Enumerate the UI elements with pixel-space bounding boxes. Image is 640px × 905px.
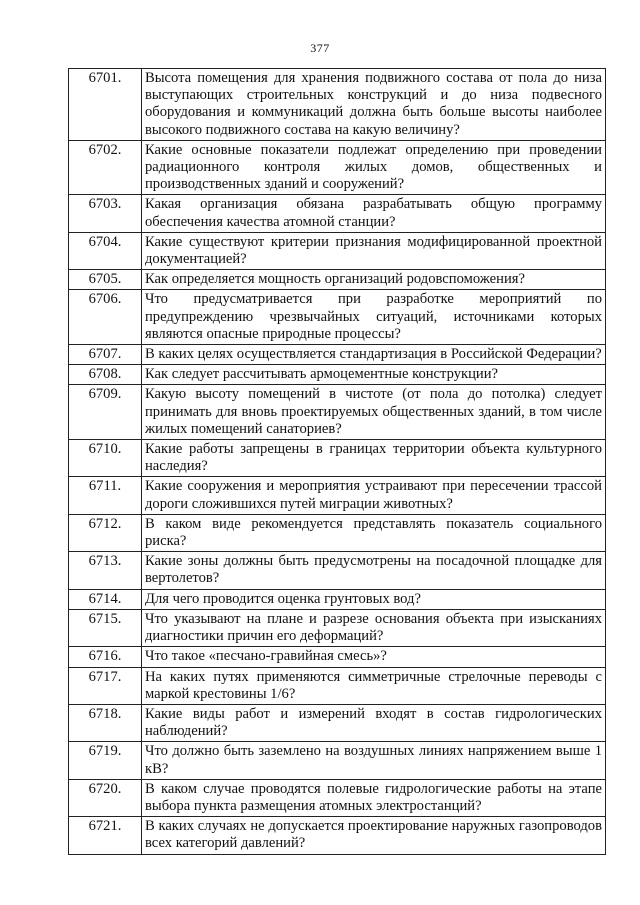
question-text: На каких путях применяются симметричные стрелочные переводы с маркой крестовины 1/6?: [142, 667, 606, 704]
table-row: [69, 290, 606, 345]
table-row: [69, 704, 606, 741]
question-number: 6701.: [69, 69, 142, 141]
question-text: Какая организация обязана разрабатывать общую программу обеспечения качества атомной станции?: [142, 195, 606, 232]
question-text: Какую высоту помещений в чистоте (от пола до потолка) следует принимать для вновь проектируемых общественных зданий, в том числе жилых помещений санаториев?: [142, 385, 606, 440]
question-text: Что указывают на плане и разрезе основания объекта при изысканиях диагностики причин его деформаций?: [142, 609, 606, 646]
table-row: [69, 817, 606, 854]
question-text: В каких случаях не допускается проектирование наружных газопроводов всех категорий давлений?: [142, 817, 606, 854]
table-row: [69, 195, 606, 232]
table-row: [69, 345, 606, 365]
question-number: 6721.: [69, 817, 142, 854]
page-number: 377: [310, 41, 330, 55]
table-row: [69, 667, 606, 704]
table-row: [69, 779, 606, 816]
table-row: [69, 552, 606, 589]
question-text: Какие существуют критерии признания модифицированной проектной документацией?: [142, 232, 606, 269]
table-row: [69, 365, 606, 385]
question-number: 6718.: [69, 704, 142, 741]
question-text: Какие основные показатели подлежат определению при проведении радиационного контроля жилых домов, общественных и производственных зданий и сооружений?: [142, 140, 606, 195]
question-number: 6715.: [69, 609, 142, 646]
table-row: [69, 140, 606, 195]
question-text: Что предусматривается при разработке мероприятий по предупреждению чрезвычайных ситуаций, источниками которых являются опасные природные процессы?: [142, 290, 606, 345]
question-number: 6714.: [69, 589, 142, 609]
question-text: Что такое «песчано-гравийная смесь»?: [142, 647, 606, 667]
table-row: [69, 742, 606, 779]
question-number: 6713.: [69, 552, 142, 589]
question-text: Как следует рассчитывать армоцементные конструкции?: [142, 365, 606, 385]
question-text: В каком виде рекомендуется представлять показатель социального риска?: [142, 514, 606, 551]
question-number: 6704.: [69, 232, 142, 269]
table-row: [69, 69, 606, 141]
table-row: [69, 514, 606, 551]
question-number: 6709.: [69, 385, 142, 440]
question-number: 6719.: [69, 742, 142, 779]
table-row: [69, 647, 606, 667]
question-number: 6706.: [69, 290, 142, 345]
question-number: 6707.: [69, 345, 142, 365]
question-text: Какие зоны должны быть предусмотрены на посадочной площадке для вертолетов?: [142, 552, 606, 589]
question-text: В каком случае проводятся полевые гидрологические работы на этапе выбора пункта размещения атомных электростанций?: [142, 779, 606, 816]
question-number: 6712.: [69, 514, 142, 551]
table-row: [69, 589, 606, 609]
question-text: Для чего проводится оценка грунтовых вод?: [142, 589, 606, 609]
question-text: Высота помещения для хранения подвижного состава от пола до низа выступающих строительных конструкций и до низа подвесного оборудования и коммуникаций должна быть больше высоты наиболее высокого подвижного состава на какую величину?: [142, 69, 606, 141]
questions-table: [68, 68, 606, 855]
question-text: Какие виды работ и измерений входят в состав гидрологических наблюдений?: [142, 704, 606, 741]
question-number: 6702.: [69, 140, 142, 195]
table-row: [69, 232, 606, 269]
question-number: 6708.: [69, 365, 142, 385]
question-number: 6716.: [69, 647, 142, 667]
table-row: [69, 609, 606, 646]
question-text: Какие сооружения и мероприятия устраивают при пересечении трассой дороги сложившихся путей миграции животных?: [142, 477, 606, 514]
question-number: 6717.: [69, 667, 142, 704]
question-number: 6720.: [69, 779, 142, 816]
question-number: 6703.: [69, 195, 142, 232]
question-number: 6705.: [69, 270, 142, 290]
table-row: [69, 385, 606, 440]
table-row: [69, 477, 606, 514]
question-text: Какие работы запрещены в границах территории объекта культурного наследия?: [142, 440, 606, 477]
question-text: Что должно быть заземлено на воздушных линиях напряжением выше 1 кВ?: [142, 742, 606, 779]
question-number: 6710.: [69, 440, 142, 477]
question-text: Как определяется мощность организаций родовспоможения?: [142, 270, 606, 290]
question-number: 6711.: [69, 477, 142, 514]
questions-table-body: [69, 69, 606, 855]
table-row: [69, 440, 606, 477]
question-text: В каких целях осуществляется стандартизация в Российской Федерации?: [142, 345, 606, 365]
table-row: [69, 270, 606, 290]
